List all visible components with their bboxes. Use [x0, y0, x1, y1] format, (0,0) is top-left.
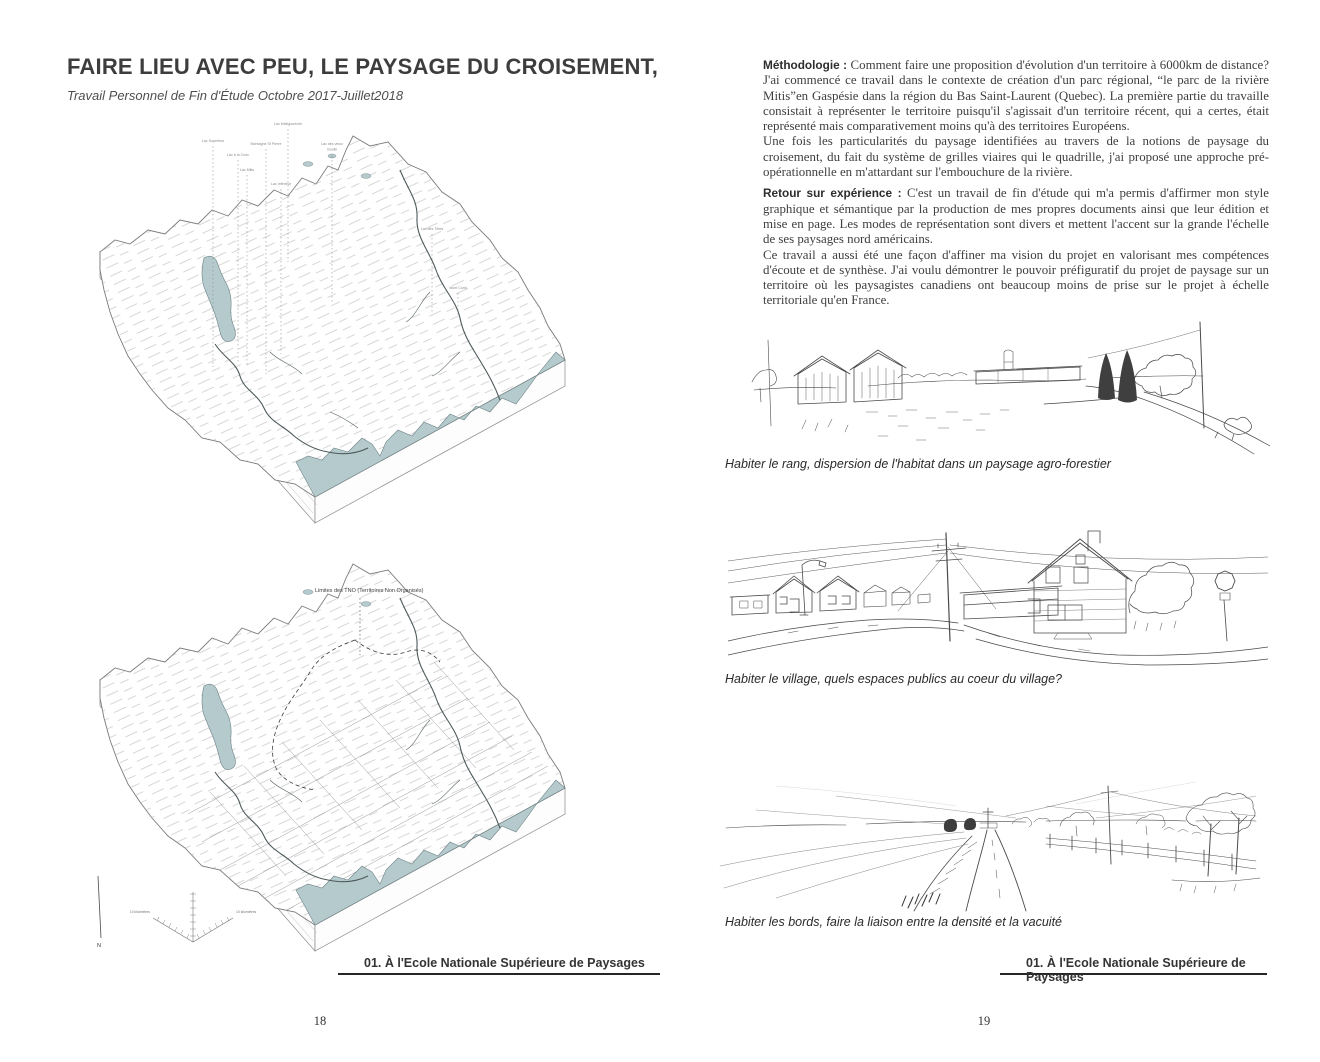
tno-label: Limites des TNO (Territoires Non Organisés) — [315, 588, 424, 594]
paragraph-text: Une fois les particularités du paysage identifiées au travers de la notions de paysage du croisement, du fait du système de grilles viaires qui le quadrille, j'ai proposé une approche pré-opérationnelle en m'attardant sur l'embouchure de la rivière. — [763, 134, 1269, 180]
isometric-scale — [130, 892, 257, 942]
body-text-block — [763, 58, 1269, 309]
map-label: moulin — [326, 147, 338, 152]
map-label: Lac des vieux — [321, 142, 343, 146]
sketch-bords-drawing — [716, 766, 1264, 914]
sketch-caption-rang: Habiter le rang, dispersion de l'habitat dans un paysage agro-forestier — [725, 457, 1111, 471]
sketch-rang-lines — [752, 322, 1270, 454]
footer-caption-right — [1000, 956, 1267, 984]
map-label: Mont Comi — [449, 286, 467, 290]
paragraph-retour — [763, 186, 1269, 247]
paragraph-lead: Méthodologie : — [763, 58, 848, 72]
map2-isometric-territory-drawing — [70, 540, 610, 960]
map-label: Lac des Têtes — [420, 227, 444, 231]
sketch-caption-village: Habiter le village, quels espaces publics au coeur du village? — [725, 672, 1063, 686]
scale-label-left: 10 kilomètres — [129, 910, 150, 914]
page-number-right: 19 — [977, 1014, 991, 1028]
map-label: Lac Supérieur — [201, 139, 225, 143]
page-title: FAIRE LIEU AVEC PEU, LE PAYSAGE DU CROISEMENT, — [67, 54, 659, 79]
north-arrow — [97, 876, 101, 949]
footer-caption-left — [338, 956, 660, 975]
paragraph-methodologie — [763, 58, 1269, 134]
sketch-village-drawing — [728, 521, 1268, 668]
sketch-caption-bords: Habiter les bords, faire la liaison entre la densité et la vacuité — [725, 915, 1062, 929]
footer-caption-right-text: 01. À l'Ecole Nationale Supérieure de Paysages — [1026, 956, 1246, 984]
map-label: Lac Inférieur — [271, 182, 291, 186]
sketch-rang-conifers — [1098, 350, 1137, 403]
sketch-bords-dark-trees — [944, 818, 976, 832]
map2-top-surface — [100, 564, 565, 925]
map1-top-surface — [100, 136, 565, 497]
paragraph-methodologie-2 — [763, 134, 1269, 180]
paragraph-text: Comment faire une proposition d'évolution d'un territoire à 6000km de distance? J'ai commencé ce travail dans le contexte de création d'un parc régional, “le parc de la rivière Mitis”en Gaspésie dans la région du Bas Saint-Laurent (Quebec). La première partie du travaille consistait à représenter le territoire puisqu'il s'agissait d'un territoire récent, qui a certes, était représenté mais comparativement moins qu'à des territoires Européens. — [763, 58, 1269, 134]
sketch-bords-lines — [720, 782, 1260, 911]
sketch-village-lines — [728, 531, 1268, 665]
north-arrow-label: N — [97, 943, 101, 949]
map-label: Lac Mistigouèche — [274, 122, 302, 126]
paragraph-text: C'est un travail de fin d'étude qui m'a permis d'affirmer mon style graphique et sémantique par la production de mes propres documents ainsi que leur édition et mise en page. Les modes de représentation sont divers et mettent l'accent sur la grande l'échelle de ses paysages nord américains. — [763, 186, 1269, 247]
map1-isometric-territory-drawing — [70, 112, 590, 557]
page-number-left: 18 — [313, 1014, 327, 1028]
page-subtitle: Travail Personnel de Fin d'Étude Octobre 2017-Juillet2018 — [67, 88, 404, 103]
map-label: Montagne St Pierre — [250, 142, 282, 146]
map-label: Lac Mitis — [239, 168, 255, 172]
paragraph-text: Ce travail a aussi été une façon d'affiner ma vision du projet en valorisant mes compétences d'écoute et de synthèse. J'ai voulu démontrer le pouvoir préfiguratif du projet de paysage sur un territoire où les paysagistes canadiens ont beaucoup moins de prise sur le projet à échelle territoriale qu'en France. — [763, 247, 1269, 308]
sketch-rang-drawing — [748, 306, 1270, 456]
map-label: Lac à la Croix — [227, 153, 249, 157]
scale-label-right: 10 kilomètres — [236, 910, 257, 914]
paragraph-lead: Retour sur expérience : — [763, 186, 902, 201]
paragraph-retour-2 — [763, 248, 1269, 309]
footer-caption-left-text: 01. À l'Ecole Nationale Supérieure de Paysages — [364, 956, 645, 970]
